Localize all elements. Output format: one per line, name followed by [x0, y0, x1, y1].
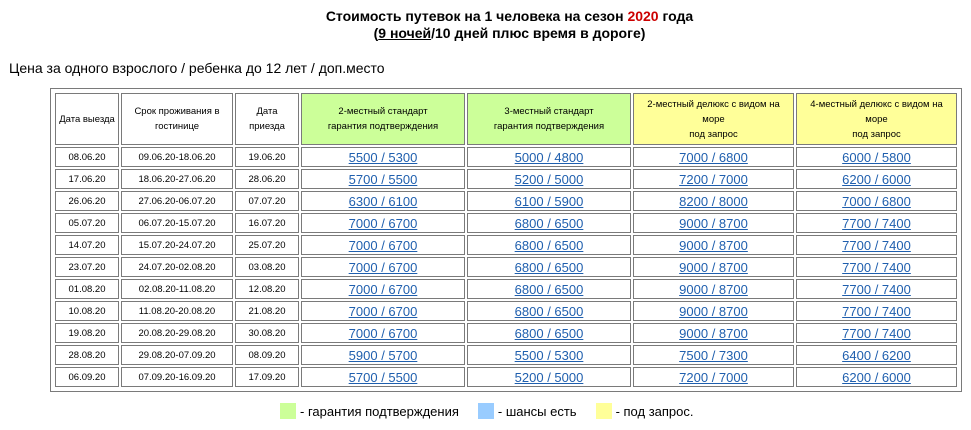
cell-date-depart: 10.08.20: [55, 301, 119, 321]
price-link-std3[interactable]: 5000 / 4800: [514, 149, 584, 165]
price-cell-std3: [467, 169, 631, 189]
price-link-dlx2[interactable]: 7200 / 7000: [679, 369, 748, 385]
price-cell-std2: [301, 169, 465, 189]
table-row: [55, 169, 957, 189]
price-cell-dlx4: [796, 191, 957, 211]
cell-stay-period: 27.06.20-06.07.20: [121, 191, 233, 211]
price-cell-dlx2: [633, 169, 794, 189]
legend: [280, 403, 713, 419]
price-link-dlx4[interactable]: 7700 / 7400: [842, 325, 911, 341]
price-cell-dlx4: [796, 169, 957, 189]
cell-date-arrive: 17.09.20: [235, 367, 299, 387]
price-cell-std3: [467, 345, 631, 365]
price-cell-std2: [301, 235, 465, 255]
title-prefix: Стоимость путевок на 1 человека на сезон: [325, 8, 628, 24]
price-link-std3[interactable]: 5500 / 5300: [514, 347, 584, 363]
price-cell-std3: [467, 301, 631, 321]
price-link-dlx4[interactable]: 6200 / 6000: [842, 171, 911, 187]
price-cell-std2: [301, 279, 465, 299]
price-link-dlx2[interactable]: 7200 / 7000: [679, 171, 748, 187]
cell-date-arrive: 16.07.20: [235, 213, 299, 233]
title-days: /10 дней плюс время в дороге): [431, 25, 646, 41]
cell-date-depart: 28.08.20: [55, 345, 119, 365]
price-cell-dlx4: [796, 257, 957, 277]
cell-date-depart: 23.07.20: [55, 257, 119, 277]
col-room-dlx4-name: 4-местный делюкс с видом на море: [810, 98, 943, 125]
price-cell-std3: [467, 213, 631, 233]
price-cell-dlx4: [796, 367, 957, 387]
col-room-std2-name: 2-местный стандарт: [338, 106, 428, 117]
price-cell-std2: [301, 257, 465, 277]
price-link-std2[interactable]: 7000 / 6700: [348, 237, 418, 253]
price-link-dlx2[interactable]: 9000 / 8700: [679, 303, 748, 319]
price-link-dlx4[interactable]: 7000 / 6800: [842, 193, 911, 209]
cell-stay-period: 29.08.20-07.09.20: [121, 345, 233, 365]
col-stay-period: Срок проживания в гостинице: [121, 93, 233, 145]
legend-swatch-green: [280, 403, 296, 419]
legend-label-request: - под запрос.: [615, 403, 694, 419]
price-cell-std2: [301, 147, 465, 167]
price-link-std3[interactable]: 6800 / 6500: [514, 325, 584, 341]
price-cell-std2: [301, 345, 465, 365]
price-cell-std3: [467, 147, 631, 167]
price-cell-std3: [467, 235, 631, 255]
title-nights: 9 ночей: [378, 25, 432, 41]
price-link-std3[interactable]: 6800 / 6500: [514, 281, 584, 297]
col-room-std3: [467, 93, 631, 145]
price-cell-dlx4: [796, 345, 957, 365]
cell-date-arrive: 08.09.20: [235, 345, 299, 365]
price-cell-std2: [301, 191, 465, 211]
legend-item-chances: [478, 403, 577, 419]
table-row: [55, 345, 957, 365]
cell-date-arrive: 19.06.20: [235, 147, 299, 167]
legend-item-guarantee: [280, 403, 459, 419]
cell-stay-period: 09.06.20-18.06.20: [121, 147, 233, 167]
table-row: [55, 191, 957, 211]
cell-stay-period: 15.07.20-24.07.20: [121, 235, 233, 255]
page-title: [0, 8, 971, 42]
cell-date-depart: 26.06.20: [55, 191, 119, 211]
col-room-dlx2-name: 2-местный делюкс с видом на море: [647, 98, 780, 125]
price-cell-std3: [467, 279, 631, 299]
table-row: [55, 213, 957, 233]
price-link-std2[interactable]: 7000 / 6700: [348, 303, 418, 319]
price-cell-std2: [301, 367, 465, 387]
cell-stay-period: 20.08.20-29.08.20: [121, 323, 233, 343]
price-cell-std2: [301, 213, 465, 233]
cell-date-depart: 01.08.20: [55, 279, 119, 299]
col-room-dlx2: [633, 93, 794, 145]
legend-label-guarantee: - гарантия подтверждения: [300, 403, 459, 419]
price-link-dlx2[interactable]: 8200 / 8000: [679, 193, 748, 209]
price-link-std3[interactable]: 6100 / 5900: [514, 193, 584, 209]
col-room-std2: [301, 93, 465, 145]
price-cell-dlx2: [633, 147, 794, 167]
title-year: 2020: [627, 8, 659, 24]
price-link-dlx2[interactable]: 9000 / 8700: [679, 215, 748, 231]
cell-date-arrive: 12.08.20: [235, 279, 299, 299]
legend-swatch-blue: [478, 403, 494, 419]
col-room-std2-note: гарантия подтверждения: [327, 121, 439, 132]
price-cell-std3: [467, 257, 631, 277]
price-link-dlx2[interactable]: 9000 / 8700: [679, 259, 748, 275]
cell-date-depart: 17.06.20: [55, 169, 119, 189]
table-row: [55, 235, 957, 255]
price-link-dlx4[interactable]: 6200 / 6000: [842, 369, 911, 385]
price-link-dlx4[interactable]: 7700 / 7400: [842, 215, 911, 231]
price-link-dlx2[interactable]: 7500 / 7300: [679, 347, 748, 363]
cell-stay-period: 07.09.20-16.09.20: [121, 367, 233, 387]
cell-stay-period: 06.07.20-15.07.20: [121, 213, 233, 233]
price-link-dlx2[interactable]: 9000 / 8700: [679, 281, 748, 297]
legend-swatch-yellow: [596, 403, 612, 419]
price-link-dlx2[interactable]: 9000 / 8700: [679, 325, 748, 341]
cell-stay-period: 11.08.20-20.08.20: [121, 301, 233, 321]
price-link-dlx2[interactable]: 9000 / 8700: [679, 237, 748, 253]
cell-stay-period: 24.07.20-02.08.20: [121, 257, 233, 277]
price-note: Цена за одного взрослого / ребенка до 12 лет / доп.место: [9, 60, 385, 76]
price-cell-std3: [467, 191, 631, 211]
col-room-dlx4: [796, 93, 957, 145]
price-link-std2[interactable]: 5500 / 5300: [348, 149, 418, 165]
cell-date-arrive: 28.06.20: [235, 169, 299, 189]
table-row: [55, 301, 957, 321]
legend-label-chances: - шансы есть: [497, 403, 577, 419]
price-cell-dlx2: [633, 323, 794, 343]
price-cell-std2: [301, 323, 465, 343]
col-room-std3-name: 3-местный стандарт: [504, 106, 594, 117]
price-link-std2[interactable]: 7000 / 6700: [348, 325, 418, 341]
price-link-dlx4[interactable]: 7700 / 7400: [842, 259, 911, 275]
price-cell-dlx4: [796, 301, 957, 321]
price-cell-dlx2: [633, 213, 794, 233]
price-link-dlx4[interactable]: 6400 / 6200: [842, 347, 911, 363]
price-link-std3[interactable]: 5200 / 5000: [514, 171, 584, 187]
price-link-std3[interactable]: 6800 / 6500: [514, 215, 584, 231]
price-cell-dlx2: [633, 279, 794, 299]
price-link-dlx4[interactable]: 7700 / 7400: [842, 303, 911, 319]
cell-date-depart: 05.07.20: [55, 213, 119, 233]
cell-date-arrive: 03.08.20: [235, 257, 299, 277]
price-link-std2[interactable]: 7000 / 6700: [348, 281, 418, 297]
price-table-frame: [50, 88, 962, 392]
cell-stay-period: 18.06.20-27.06.20: [121, 169, 233, 189]
col-room-dlx4-note: под запрос: [852, 128, 901, 140]
price-cell-dlx2: [633, 235, 794, 255]
price-link-dlx2[interactable]: 7000 / 6800: [679, 149, 748, 165]
price-cell-std3: [467, 323, 631, 343]
price-link-std3[interactable]: 6800 / 6500: [514, 303, 584, 319]
price-link-std2[interactable]: 5700 / 5500: [348, 369, 418, 385]
table-row: [55, 279, 957, 299]
table-header-row: [55, 93, 957, 145]
cell-date-arrive: 25.07.20: [235, 235, 299, 255]
price-cell-dlx4: [796, 147, 957, 167]
price-link-std2[interactable]: 5700 / 5500: [348, 171, 418, 187]
price-cell-dlx4: [796, 213, 957, 233]
table-row: [55, 323, 957, 343]
price-cell-dlx2: [633, 257, 794, 277]
cell-date-arrive: 30.08.20: [235, 323, 299, 343]
price-cell-std2: [301, 301, 465, 321]
price-cell-dlx2: [633, 301, 794, 321]
col-room-std3-note: гарантия подтверждения: [493, 121, 605, 132]
price-cell-dlx2: [633, 367, 794, 387]
price-link-std2[interactable]: 7000 / 6700: [348, 259, 418, 275]
price-table: [53, 91, 959, 389]
cell-date-arrive: 07.07.20: [235, 191, 299, 211]
legend-item-request: [596, 403, 694, 419]
price-cell-dlx4: [796, 279, 957, 299]
title-line-2: [48, 25, 971, 42]
col-room-dlx2-note: под запрос: [689, 128, 738, 140]
price-link-dlx4[interactable]: 7700 / 7400: [842, 237, 911, 253]
col-date-depart: Дата выезда: [55, 93, 119, 145]
price-cell-dlx2: [633, 345, 794, 365]
col-date-arrive: Дата приезда: [235, 93, 299, 145]
table-row: [55, 147, 957, 167]
price-link-std3[interactable]: 6800 / 6500: [514, 237, 584, 253]
price-link-std2[interactable]: 6300 / 6100: [348, 193, 418, 209]
cell-date-depart: 14.07.20: [55, 235, 119, 255]
price-link-std3[interactable]: 5200 / 5000: [514, 369, 584, 385]
title-line-1: [48, 8, 971, 25]
price-link-dlx4[interactable]: 7700 / 7400: [842, 281, 911, 297]
price-cell-dlx2: [633, 191, 794, 211]
cell-date-depart: 08.06.20: [55, 147, 119, 167]
price-cell-dlx4: [796, 235, 957, 255]
price-link-dlx4[interactable]: 6000 / 5800: [842, 149, 911, 165]
table-row: [55, 367, 957, 387]
cell-date-depart: 19.08.20: [55, 323, 119, 343]
title-paren: (: [373, 25, 379, 41]
title-suffix: года: [658, 8, 694, 24]
price-link-std2[interactable]: 5900 / 5700: [348, 347, 418, 363]
price-link-std2[interactable]: 7000 / 6700: [348, 215, 418, 231]
price-cell-std3: [467, 367, 631, 387]
cell-stay-period: 02.08.20-11.08.20: [121, 279, 233, 299]
table-row: [55, 257, 957, 277]
cell-date-arrive: 21.08.20: [235, 301, 299, 321]
price-cell-dlx4: [796, 323, 957, 343]
price-link-std3[interactable]: 6800 / 6500: [514, 259, 584, 275]
cell-date-depart: 06.09.20: [55, 367, 119, 387]
